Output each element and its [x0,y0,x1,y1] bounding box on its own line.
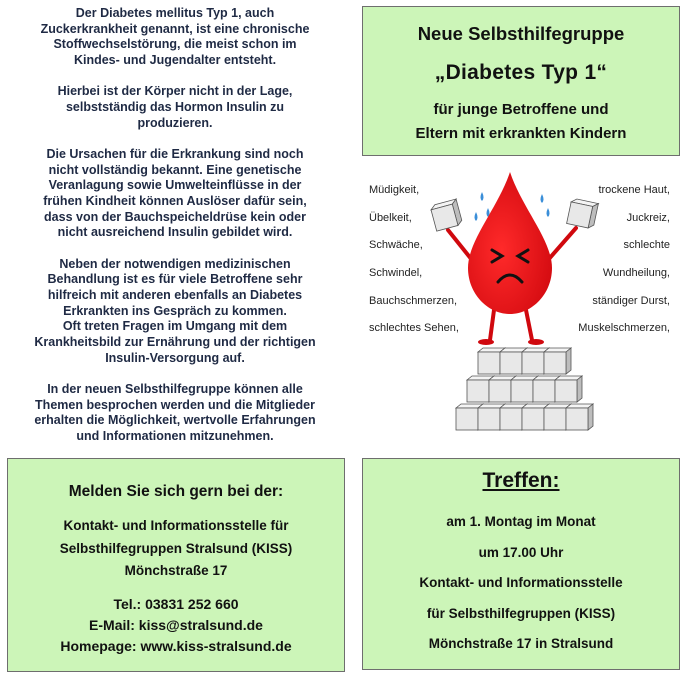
meeting-org-2: für Selbsthilfegruppen (KISS) [426,605,616,621]
title-line-2: „Diabetes Typ 1“ [434,61,608,84]
meeting-day: am 1. Montag im Monat [446,514,596,529]
contact-organization: Kontakt- und Informationsstelle für Selbsthilfegruppen Stralsund (KISS) Mönchstraße 17 [59,518,293,578]
meeting-address: Mönchstraße 17 in Stralsund [428,636,614,651]
symptom-item: Müdigkeit, [369,184,420,196]
intro-paragraph-5: In der neuen Selbsthilfegruppe können alle Themen besprochen werden und die Mitglieder erhalten die Möglichkeit, wertvolle Erfahrungen und Informationen mitzunehmen. [34,382,316,444]
blood-drop-illustration [420,168,600,440]
contact-heading: Melden Sie sich gern bei der: [68,483,284,500]
intro-paragraph-1: Der Diabetes mellitus Typ 1, auch Zuckerkrankheit genannt, ist eine chronische Stoffwechselstörung, die meist schon im Kindes- und Jugendalter entsteht. [40,6,310,68]
symptom-item: Schwäche, [369,239,423,251]
sugar-cube-icon [567,198,599,229]
symptom-item: schlechte [623,239,670,251]
symptom-item: Übelkeit, [369,212,412,224]
symptom-item: Wundheilung, [602,267,670,279]
symptom-item: schlechtes Sehen, [369,322,459,334]
title-line-1: Neue Selbsthilfegruppe [417,23,625,44]
intro-paragraph-4: Neben der notwendigen medizinischen Behandlung ist es für viele Betroffene sehr hilfreich mit anderen ebenfalls an Diabetes Erkrankten ins Gespräch zu kommen. Oft treten Fragen im Umgang mit dem Krankheitsbild zur Ernährung und der richtigen Insulin-Versorgung auf. [34,256,316,365]
intro-paragraph-2: Hierbei ist der Körper nicht in der Lage, selbstständig das Hormon Insulin zu produzieren. [57,84,293,130]
symptom-item: Schwindel, [369,267,423,279]
meeting-box [362,458,680,670]
blood-drop-icon [468,172,552,314]
meeting-heading: Treffen: [482,469,560,492]
contact-email: E-Mail: kiss@stralsund.de [89,616,263,633]
contact-homepage: Homepage: www.kiss-stralsund.de [60,637,292,654]
intro-paragraph-3: Die Ursachen für die Erkrankung sind noch nicht vollständig bekannt. Eine genetische Veranlagung sowie Umwelteinflüsse in der frühen Kindheit können Auslöser dafür sein, dass von der Bauchspeicheldrüse kein oder nicht ausreichend Insulin gebildet wird. [43,146,307,240]
symptom-item: ständiger Durst, [592,295,670,307]
title-box [362,6,680,156]
meeting-details [363,507,679,660]
contact-phone: Tel.: 03831 252 660 [113,595,239,612]
contact-box [7,458,345,672]
intro-text [6,6,344,460]
symptom-item: Bauchschmerzen, [369,295,458,307]
sugar-cube-icon [430,199,463,231]
symptom-item: trockene Haut, [598,184,670,196]
sugar-cube-pyramid [456,348,593,430]
meeting-org-1: Kontakt- und Informationsstelle [419,575,623,590]
title-subtitle: für junge Betroffene und Eltern mit erkrankten Kindern [415,101,627,142]
symptom-item: Muskelschmerzen, [578,322,670,334]
symptom-item: Juckreiz, [626,212,670,224]
contact-details [8,594,344,657]
meeting-time: um 17.00 Uhr [478,544,564,560]
